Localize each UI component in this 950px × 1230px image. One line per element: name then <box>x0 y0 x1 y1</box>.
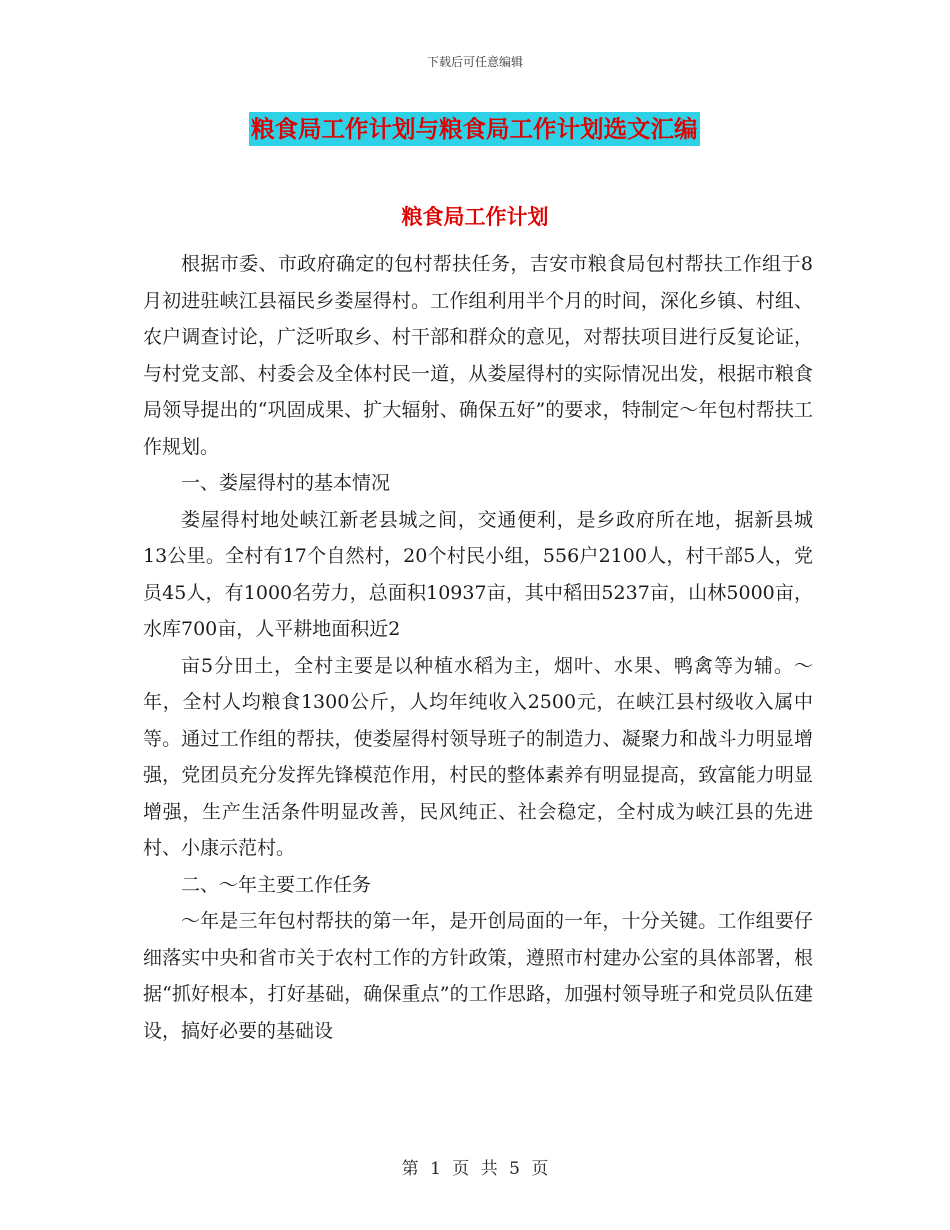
section-title: 粮食局工作计划 <box>401 204 549 229</box>
paragraph-intro: 根据市委、市政府确定的包村帮扶任务，吉安市粮食局包村帮扶工作组于8月初进驻峡江县福民乡娄屋得村。工作组利用半个月的时间，深化乡镇、村组、农户调查讨论，广泛听取乡、村干部和群众的意见，对帮扶项目进行反复论证，与村党支部、村委会及全体村民一道，从娄屋得村的实际情况出发，根据市粮食局领导提出的“巩固成果、扩大辐射、确保五好”的要求，特制定～年包村帮扶工作规划。 <box>143 253 813 458</box>
heading-main-tasks: 二、～年主要工作任务 <box>181 873 372 896</box>
document-title: 粮食局工作计划与粮食局工作计划选文汇编 <box>249 112 700 146</box>
page-footer: 第 1 页 共 5 页 <box>401 1159 549 1179</box>
paragraph-basic-situation: 娄屋得村地处峡江新老县城之间，交通便利，是乡政府所在地，据新县城13公里。全村有17个自然村，20个村民小组，556户2100人，村干部5人，党员45人，有1000名劳力，总面积10937亩，其中稻田5237亩，山林5000亩，水库700亩，人平耕地面积近2 <box>143 508 813 640</box>
paragraph-basic-situation-cont: 亩5分田土，全村主要是以种植水稻为主，烟叶、水果、鸭禽等为辅。～年，全村人均粮食1300公斤，人均年纯收入2500元，在峡江县村级收入属中等。通过工作组的帮扶，使娄屋得村领导班子的制造力、凝聚力和战斗力明显增强，党团员充分发挥先锋模范作用，村民的整体素养有明显提高，致富能力明显增强，生产生活条件明显改善，民风纯正、社会稳定，全村成为峡江县的先进村、小康示范村。 <box>143 654 813 859</box>
page-header-note: 下载后可任意编辑 <box>426 55 523 69</box>
heading-basic-situation: 一、娄屋得村的基本情况 <box>181 472 391 494</box>
body-text <box>143 246 813 1049</box>
paragraph-main-tasks: ～年是三年包村帮扶的第一年，是开创局面的一年，十分关键。工作组要仔细落实中央和省市关于农村工作的方针政策，遵照市村建办公室的具体部署，根据“抓好根本，打好基础，确保重点”的工作思路，加强村领导班子和党员队伍建设，搞好必要的基础设 <box>143 910 813 1042</box>
